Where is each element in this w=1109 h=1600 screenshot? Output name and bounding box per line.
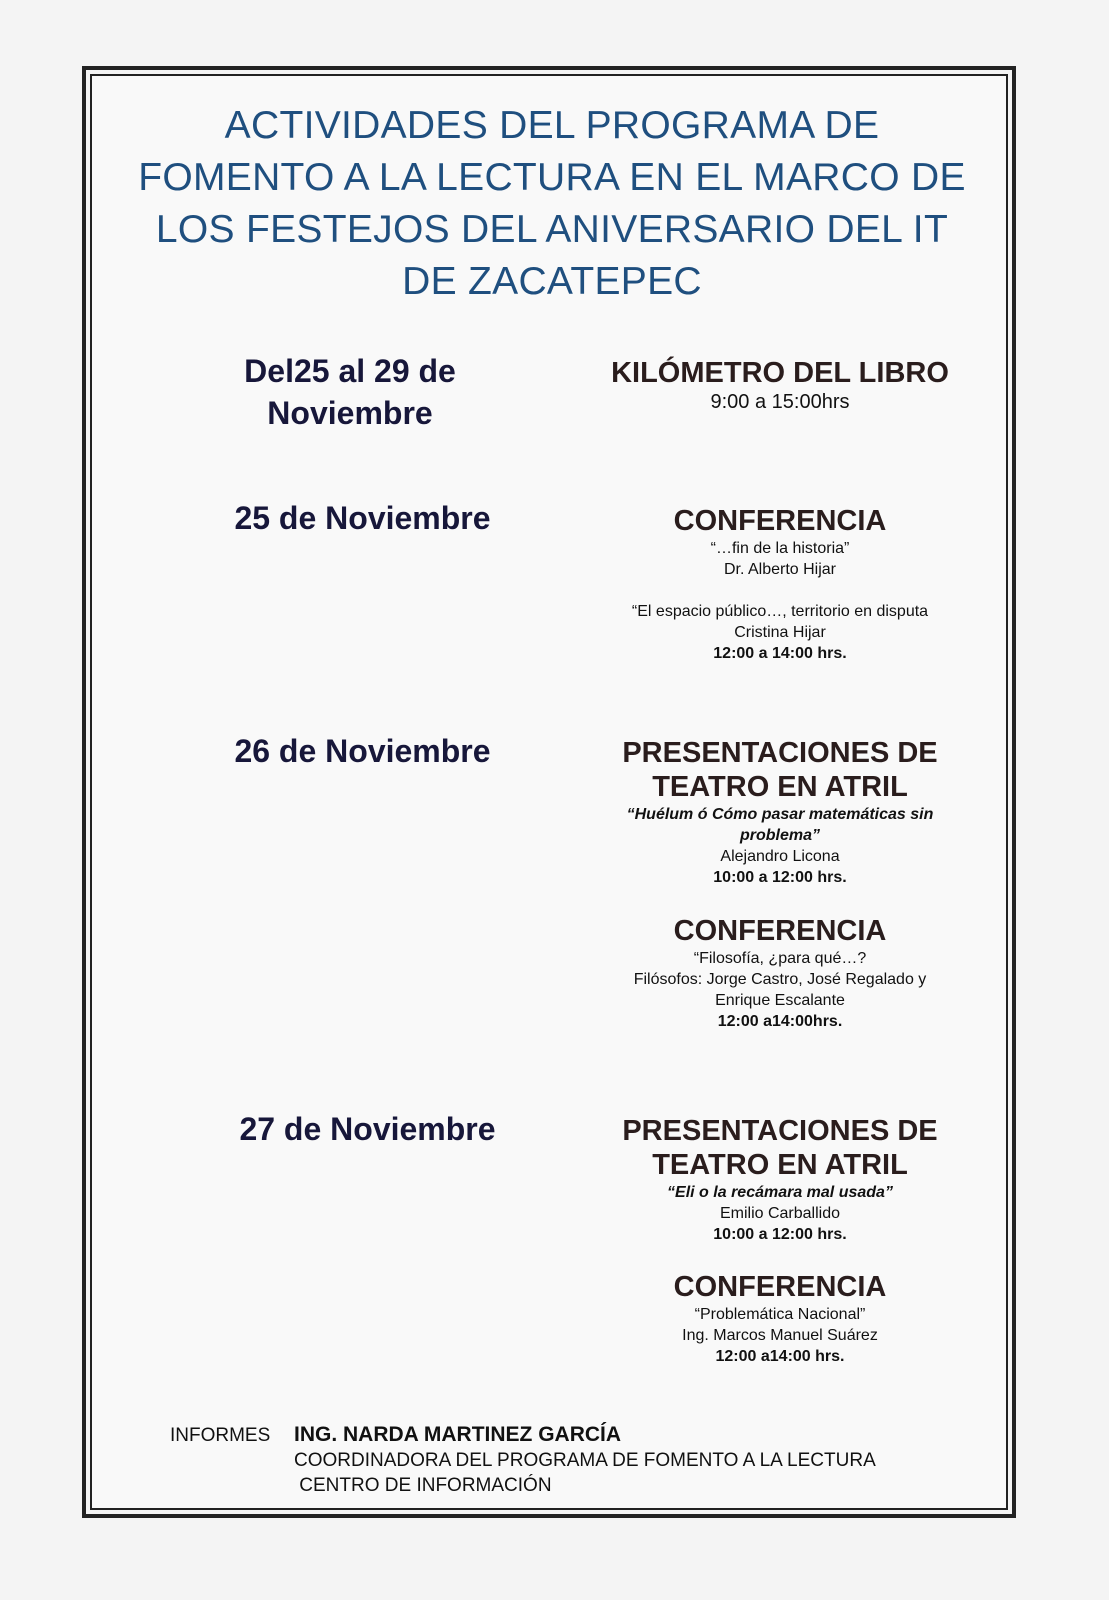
event-conferencia-27 xyxy=(580,1270,980,1367)
date-27-nov: 27 de Noviembre xyxy=(239,1111,496,1147)
talk-title: “Filosofía, ¿para qué…? xyxy=(693,950,867,967)
date-range-line-1: Del25 al 29 de xyxy=(244,353,456,389)
speakers: Filósofos: Jorge Castro, José Regalado y xyxy=(633,971,927,988)
work-title: “Eli o la recámara mal usada” xyxy=(667,1184,893,1201)
event-teatro-26 xyxy=(580,736,980,888)
title-line-2: FOMENTO A LA LECTURA EN EL MARCO DE xyxy=(138,156,966,199)
event-kilometro-libro xyxy=(580,356,980,414)
footer-contact xyxy=(170,1422,876,1498)
event-time: 9:00 a 15:00hrs xyxy=(710,391,850,413)
event-conferencia-26 xyxy=(580,914,980,1032)
date-26-nov: 26 de Noviembre xyxy=(234,733,491,769)
event-heading: TEATRO EN ATRIL xyxy=(652,771,908,803)
event-time: 12:00 a 14:00 hrs. xyxy=(713,645,847,662)
author: Alejandro Licona xyxy=(720,848,840,865)
speaker: Dr. Alberto Hijar xyxy=(723,561,837,578)
talk-title: “…fin de la historia” xyxy=(710,540,850,557)
event-heading: KILÓMETRO DEL LIBRO xyxy=(611,357,949,389)
speaker: Ing. Marcos Manuel Suárez xyxy=(682,1327,878,1344)
date-range xyxy=(200,350,500,434)
footer-label: INFORMES xyxy=(170,1425,271,1446)
contact-place: CENTRO DE INFORMACIÓN xyxy=(294,1475,552,1496)
talk-title: “El espacio público…, territorio en disputa xyxy=(631,603,929,620)
contact-role: COORDINADORA DEL PROGRAMA DE FOMENTO A LA LECTURA xyxy=(294,1450,876,1471)
event-heading: CONFERENCIA xyxy=(673,505,887,537)
event-heading: TEATRO EN ATRIL xyxy=(652,1149,908,1181)
event-heading: PRESENTACIONES DE xyxy=(622,737,938,769)
work-title: “Huélum ó Cómo pasar matemáticas sin xyxy=(626,806,934,823)
title-line-3: LOS FESTEJOS DEL ANIVERSARIO DEL IT xyxy=(155,208,949,251)
event-heading: PRESENTACIONES DE xyxy=(622,1115,938,1147)
poster-title xyxy=(98,100,1006,308)
author: Emilio Carballido xyxy=(719,1205,841,1222)
event-heading: CONFERENCIA xyxy=(673,915,887,947)
date-25-nov: 25 de Noviembre xyxy=(234,500,491,536)
event-time: 10:00 a 12:00 hrs. xyxy=(713,869,847,886)
speakers: Enrique Escalante xyxy=(715,992,845,1009)
event-time: 12:00 a14:00hrs. xyxy=(717,1013,843,1030)
title-line-4: DE ZACATEPEC xyxy=(402,260,702,303)
event-heading: CONFERENCIA xyxy=(673,1271,887,1303)
event-time: 10:00 a 12:00 hrs. xyxy=(713,1226,847,1243)
contact-name: ING. NARDA MARTINEZ GARCÍA xyxy=(294,1423,622,1446)
speaker: Cristina Hijar xyxy=(734,624,826,641)
event-conferencia-25 xyxy=(580,504,980,664)
date-range-line-2: Noviembre xyxy=(267,395,433,431)
event-teatro-27 xyxy=(580,1114,980,1245)
talk-title: “Problemática Nacional” xyxy=(694,1306,866,1323)
title-line-1: ACTIVIDADES DEL PROGRAMA DE xyxy=(224,104,880,147)
event-time: 12:00 a14:00 hrs. xyxy=(715,1348,845,1365)
work-title: problema” xyxy=(739,827,820,844)
